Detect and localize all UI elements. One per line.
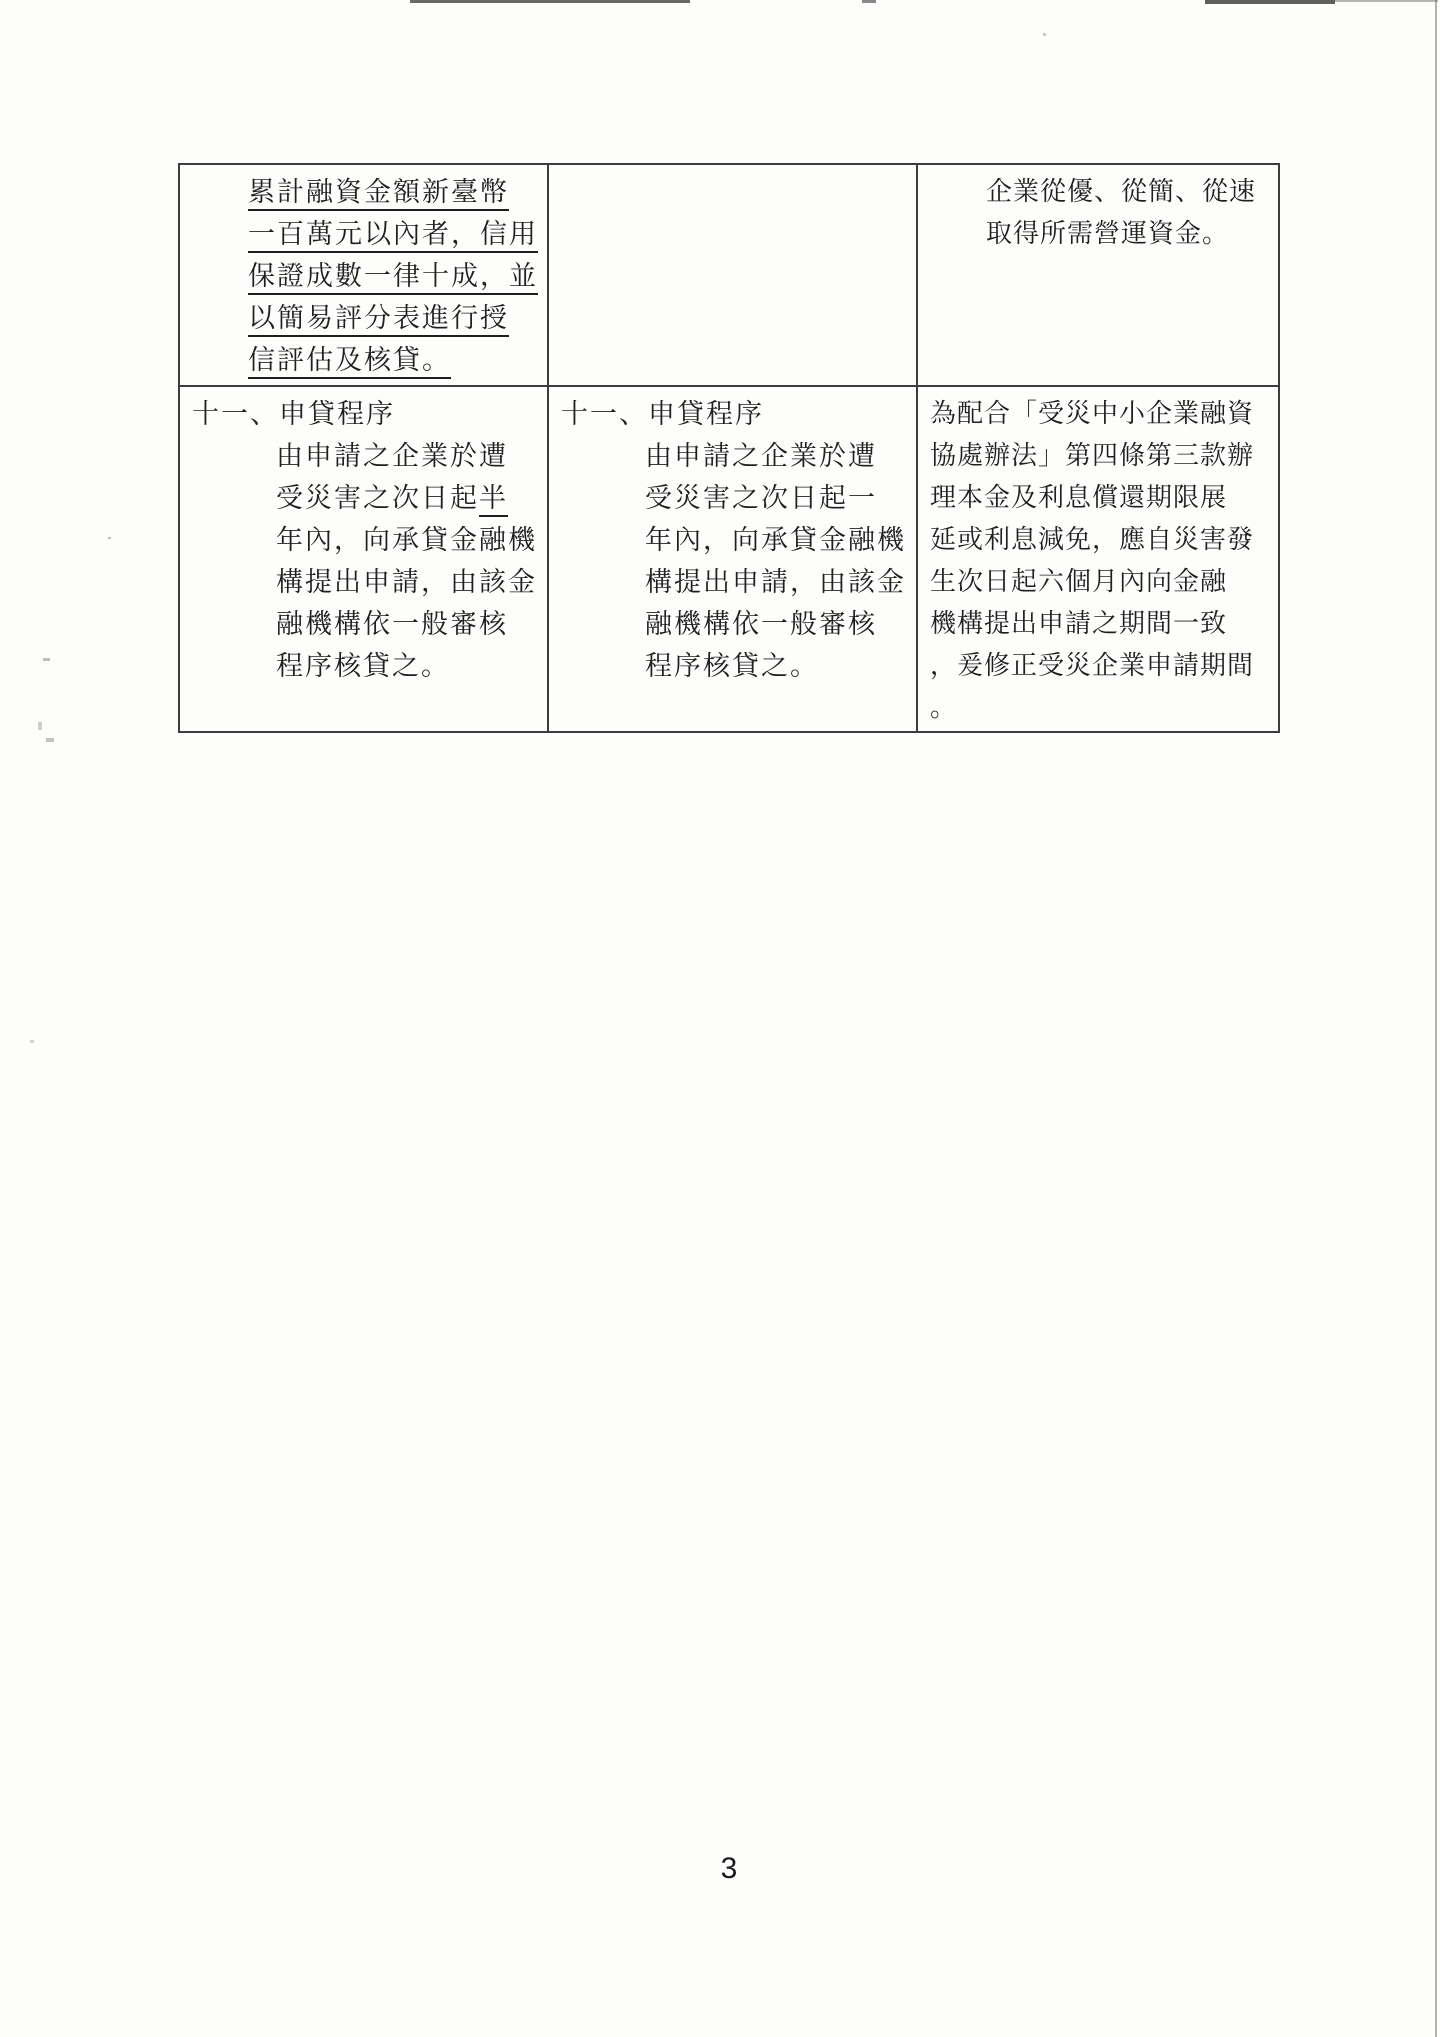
table-cell-amended-text — [180, 165, 549, 387]
text-line — [930, 603, 1270, 645]
text-line — [561, 435, 908, 477]
text-line — [192, 213, 539, 255]
text-segment: 受災害之次日起一 — [645, 483, 877, 513]
underlined-text-segment: 以簡易評分表進行授 — [248, 303, 509, 337]
text-segment: 融機構依一般審核 — [276, 609, 508, 639]
text-segment: 構提出申請，由該金 — [276, 567, 537, 597]
text-segment: 。 — [930, 693, 958, 722]
text-segment: 年內，向承貸金融機 — [645, 525, 906, 555]
text-line — [192, 519, 539, 561]
text-line — [930, 687, 1270, 729]
text-segment: 延或利息減免，應自災害發 — [930, 525, 1255, 554]
text-line — [192, 435, 539, 477]
text-segment: 程序核貸之。 — [276, 651, 450, 681]
scan-speckle — [108, 537, 111, 539]
scan-speckle — [30, 1040, 34, 1043]
text-line — [561, 603, 908, 645]
text-line — [192, 645, 539, 687]
scan-smudge — [862, 0, 876, 3]
text-segment: 十一、申貸程序 — [561, 399, 764, 429]
text-line — [192, 561, 539, 603]
scan-speckle — [1043, 33, 1046, 36]
text-segment: 十一、申貸程序 — [192, 399, 395, 429]
text-line — [930, 645, 1270, 687]
text-segment: 由申請之企業於遭 — [276, 441, 508, 471]
text-line — [930, 435, 1270, 477]
scan-edge-line — [1435, 0, 1437, 2037]
table-cell-original-text-empty — [549, 165, 918, 387]
scan-smudge — [1335, 0, 1438, 2]
underlined-text-segment: 保證成數一律十成，並 — [248, 261, 538, 295]
text-segment: 協處辦法」第四條第三款辦 — [930, 441, 1255, 470]
underlined-text-segment: 半 — [479, 483, 508, 517]
underlined-text-segment: 一百萬元以內者，信用 — [248, 219, 538, 253]
text-segment: 程序核貸之。 — [645, 651, 819, 681]
text-segment: 受災害之次日起 — [276, 483, 479, 513]
page-number: 3 — [720, 1852, 738, 1885]
text-segment: 理本金及利息償還期限展 — [930, 483, 1228, 512]
comparison-table — [178, 163, 1280, 733]
table-cell-original-text — [549, 387, 918, 731]
underlined-text-segment: 累計融資金額新臺幣 — [248, 177, 509, 211]
scan-smudge — [410, 0, 690, 3]
text-segment: 為配合「受災中小企業融資 — [930, 399, 1255, 428]
text-segment: 取得所需營運資金。 — [986, 219, 1230, 248]
text-line — [561, 645, 908, 687]
text-segment: 由申請之企業於遭 — [645, 441, 877, 471]
text-line — [930, 213, 1270, 255]
table-cell-explanation — [918, 387, 1278, 731]
text-segment: 企業從優、從簡、從速 — [986, 177, 1257, 206]
text-line — [561, 561, 908, 603]
text-line — [192, 297, 539, 339]
table-cell-amended-text — [180, 387, 549, 731]
text-line — [561, 393, 908, 435]
text-line — [192, 339, 539, 381]
scan-speckle — [46, 738, 54, 742]
text-line — [192, 393, 539, 435]
text-line — [930, 477, 1270, 519]
text-line — [930, 519, 1270, 561]
text-line — [930, 561, 1270, 603]
underlined-text-segment: 信評估及核貸。 — [248, 345, 451, 379]
text-line — [192, 477, 539, 519]
scan-speckle — [43, 658, 50, 661]
text-line — [561, 519, 908, 561]
text-line — [561, 477, 908, 519]
text-segment: ，爰修正受災企業申請期間 — [930, 651, 1255, 680]
text-segment: 融機構依一般審核 — [645, 609, 877, 639]
text-line — [192, 603, 539, 645]
text-line — [930, 171, 1270, 213]
text-segment: 生次日起六個月內向金融 — [930, 567, 1228, 596]
scan-speckle — [38, 722, 42, 730]
text-segment: 機構提出申請之期間一致 — [930, 609, 1228, 638]
table-cell-explanation — [918, 165, 1278, 387]
scan-smudge — [1205, 0, 1335, 4]
text-line — [192, 171, 539, 213]
text-line — [930, 393, 1270, 435]
text-line — [192, 255, 539, 297]
text-segment: 構提出申請，由該金 — [645, 567, 906, 597]
text-segment: 年內，向承貸金融機 — [276, 525, 537, 555]
